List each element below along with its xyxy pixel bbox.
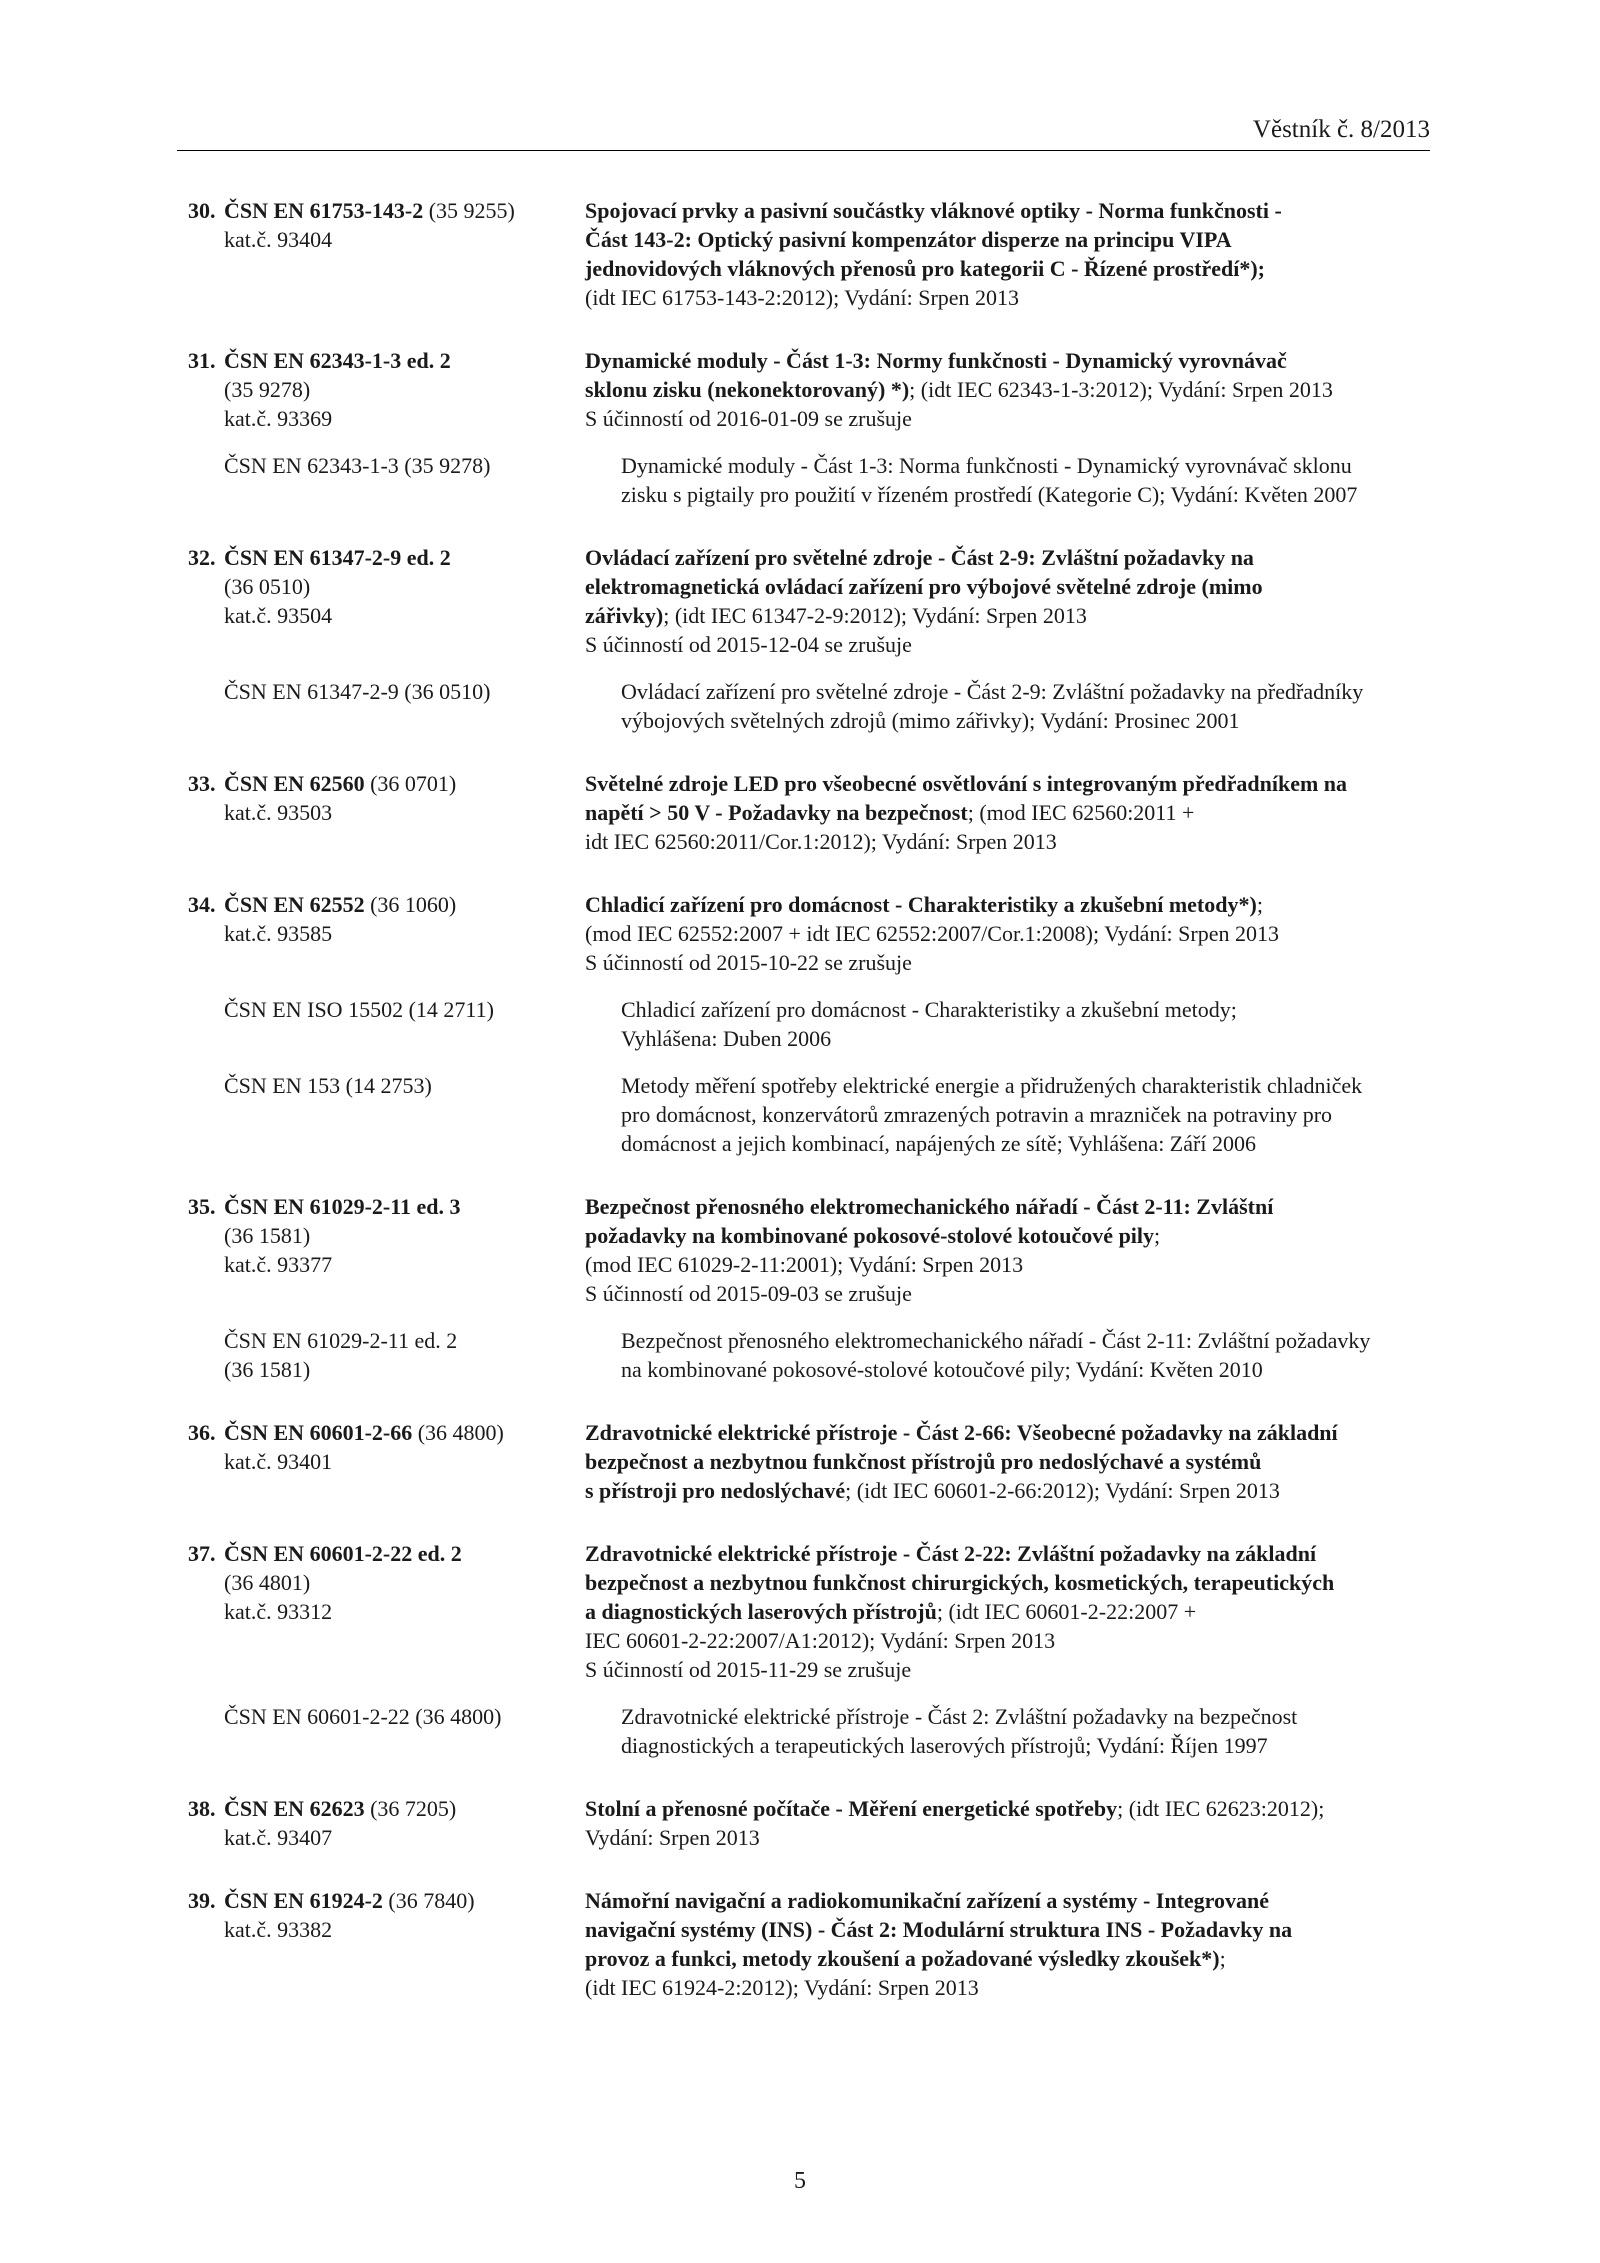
standard-designation bbox=[188, 1794, 585, 1852]
entry-main-row bbox=[188, 1886, 1438, 2002]
title-line: (idt IEC 61924-2:2012); Vydání: Srpen 2013 bbox=[585, 1975, 979, 2000]
title-line: ; bbox=[1256, 892, 1263, 917]
title-line: ; (idt IEC 62343-1-3:2012); Vydání: Srpen 2013 bbox=[909, 377, 1333, 402]
catalog-number: kat.č. 93312 bbox=[224, 1599, 333, 1624]
standard-class: (36 1581) bbox=[224, 1223, 311, 1248]
withdrawal-note: S účinností od 2015-12-04 se zrušuje bbox=[585, 632, 912, 657]
replaced-standard-code: ČSN EN ISO 15502 (14 2711) bbox=[224, 997, 494, 1022]
replaced-standard-row bbox=[188, 1702, 1438, 1760]
standard-title bbox=[585, 1539, 1438, 1684]
title-line: ; bbox=[1154, 1223, 1161, 1248]
standard-designation bbox=[188, 1539, 585, 1684]
title-line: (mod IEC 62552:2007 + idt IEC 62552:2007/Cor.1:2008); Vydání: Srpen 2013 bbox=[585, 921, 1279, 946]
title-line: požadavky na kombinované pokosové-stolové kotoučové pily bbox=[585, 1223, 1155, 1248]
standard-designation bbox=[188, 543, 585, 659]
replaced-standard-title bbox=[621, 1326, 1438, 1384]
standard-code: ČSN EN 62552 bbox=[224, 892, 365, 917]
entry-main-row bbox=[188, 1418, 1438, 1505]
title-line: navigační systémy (INS) - Část 2: Modulární struktura INS - Požadavky na bbox=[585, 1917, 1293, 1942]
title-line: Dynamické moduly - Část 1-3: Norma funkčnosti - Dynamický vyrovnávač sklonu bbox=[621, 453, 1352, 478]
catalog-number: kat.č. 93382 bbox=[224, 1917, 333, 1942]
replaced-standard-title bbox=[621, 995, 1438, 1053]
entry-number: 39. bbox=[188, 1888, 216, 1913]
replaced-class-line: (36 1581) bbox=[224, 1357, 311, 1382]
standard-code: ČSN EN 61347-2-9 ed. 2 bbox=[224, 545, 451, 570]
standard-entry-36 bbox=[188, 1418, 1438, 1505]
standard-designation bbox=[188, 1886, 585, 2002]
title-line: ; (idt IEC 60601-2-22:2007 + bbox=[936, 1599, 1197, 1624]
title-line: elektromagnetická ovládací zařízení pro výbojové světelné zdroje (mimo bbox=[585, 574, 1263, 599]
title-line: Ovládací zařízení pro světelné zdroje - Část 2-9: Zvláštní požadavky na bbox=[585, 545, 1254, 570]
standard-designation bbox=[188, 196, 585, 312]
title-line: Dynamické moduly - Část 1-3: Normy funkčnosti - Dynamický vyrovnávač bbox=[585, 348, 1287, 373]
replaced-standard-title bbox=[621, 1071, 1438, 1158]
replaced-standard-code: ČSN EN 61347-2-9 (36 0510) bbox=[224, 679, 491, 704]
title-line: Část 143-2: Optický pasivní kompenzátor disperze na principu VIPA bbox=[585, 227, 1232, 252]
replaced-standard-code: ČSN EN 62343-1-3 (35 9278) bbox=[224, 453, 491, 478]
title-line: Zdravotnické elektrické přístroje - Část 2-22: Zvláštní požadavky na základní bbox=[585, 1541, 1317, 1566]
entry-main-row bbox=[188, 769, 1438, 856]
standard-designation bbox=[188, 346, 585, 433]
title-line: Námořní navigační a radiokomunikační zařízení a systémy - Integrované bbox=[585, 1888, 1270, 1913]
entry-main-row bbox=[188, 346, 1438, 433]
replaced-standard-row bbox=[188, 451, 1438, 509]
standard-class: (35 9255) bbox=[423, 198, 515, 223]
entry-number: 36. bbox=[188, 1420, 216, 1445]
title-line: výbojových světelných zdrojů (mimo zářivky); Vydání: Prosinec 2001 bbox=[621, 708, 1240, 733]
standard-title bbox=[585, 1418, 1438, 1505]
replaced-standard-title bbox=[621, 677, 1438, 735]
standard-entry-39 bbox=[188, 1886, 1438, 2002]
bulletin-title: Věstník č. 8/2013 bbox=[1252, 116, 1430, 143]
replaced-code-line: ČSN EN 61029-2-11 ed. 2 bbox=[224, 1328, 458, 1353]
title-line: Spojovací prvky a pasivní součástky vláknové optiky - Norma funkčnosti - bbox=[585, 198, 1282, 223]
title-line: ; (mod IEC 62560:2011 + bbox=[967, 800, 1195, 825]
title-line: ; (idt IEC 61347-2-9:2012); Vydání: Srpen 2013 bbox=[663, 603, 1087, 628]
standard-title bbox=[585, 1192, 1438, 1308]
replaced-standard-row bbox=[188, 995, 1438, 1053]
catalog-number: kat.č. 93585 bbox=[224, 921, 333, 946]
standard-designation bbox=[188, 1192, 585, 1308]
title-line: diagnostických a terapeutických laserových přístrojů; Vydání: Říjen 1997 bbox=[621, 1733, 1268, 1758]
title-line: domácnost a jejich kombinací, napájených ze sítě; Vyhlášena: Září 2006 bbox=[621, 1131, 1256, 1156]
entry-number: 33. bbox=[188, 771, 216, 796]
standard-class: (36 7840) bbox=[382, 1888, 475, 1913]
catalog-number: kat.č. 93369 bbox=[224, 406, 333, 431]
replaced-standard-row bbox=[188, 1326, 1438, 1384]
replaced-standard-row bbox=[188, 677, 1438, 735]
standard-designation bbox=[188, 890, 585, 977]
replaced-standard-title bbox=[621, 451, 1438, 509]
page-number: 5 bbox=[794, 2168, 806, 2194]
title-line: ; (idt IEC 62623:2012); bbox=[1117, 1796, 1325, 1821]
entry-number: 35. bbox=[188, 1194, 216, 1219]
standard-code: ČSN EN 61029-2-11 ed. 3 bbox=[224, 1194, 461, 1219]
title-line: Ovládací zařízení pro světelné zdroje - Část 2-9: Zvláštní požadavky na předřadníky bbox=[621, 679, 1364, 704]
replaced-standard-code: ČSN EN 60601-2-22 (36 4800) bbox=[224, 1704, 502, 1729]
title-line: Stolní a přenosné počítače - Měření energetické spotřeby bbox=[585, 1796, 1118, 1821]
entry-main-row bbox=[188, 890, 1438, 977]
standard-title bbox=[585, 890, 1438, 977]
catalog-number: kat.č. 93407 bbox=[224, 1825, 333, 1850]
title-line: ; bbox=[1219, 1946, 1226, 1971]
title-line: bezpečnost a nezbytnou funkčnost chirurgických, kosmetických, terapeutických bbox=[585, 1570, 1335, 1595]
entry-main-row bbox=[188, 1794, 1438, 1852]
standard-entry-31 bbox=[188, 346, 1438, 509]
standard-class: (36 4800) bbox=[412, 1420, 504, 1445]
standard-code: ČSN EN 60601-2-66 bbox=[224, 1420, 413, 1445]
title-line: IEC 60601-2-22:2007/A1:2012); Vydání: Srpen 2013 bbox=[585, 1628, 1056, 1653]
standard-designation bbox=[188, 1418, 585, 1505]
standard-entry-30 bbox=[188, 196, 1438, 312]
title-line: Vydání: Srpen 2013 bbox=[585, 1825, 760, 1850]
catalog-number: kat.č. 93377 bbox=[224, 1252, 333, 1277]
standard-code: ČSN EN 62623 bbox=[224, 1796, 365, 1821]
replaced-standard-title bbox=[621, 1702, 1438, 1760]
standard-class: (36 7205) bbox=[364, 1796, 457, 1821]
entry-number: 38. bbox=[188, 1796, 216, 1821]
title-line: Vyhlášena: Duben 2006 bbox=[621, 1026, 832, 1051]
title-line: na kombinované pokosové-stolové kotoučové pily; Vydání: Květen 2010 bbox=[621, 1357, 1263, 1382]
catalog-number: kat.č. 93503 bbox=[224, 800, 333, 825]
title-line: (mod IEC 61029-2-11:2001); Vydání: Srpen 2013 bbox=[585, 1252, 1024, 1277]
standard-class: (36 1060) bbox=[364, 892, 457, 917]
withdrawal-note: S účinností od 2016-01-09 se zrušuje bbox=[585, 406, 912, 431]
entry-number: 30. bbox=[188, 198, 216, 223]
standard-code: ČSN EN 60601-2-22 ed. 2 bbox=[224, 1541, 462, 1566]
title-line: jednovidových vláknových přenosů pro kategorii C - Řízené prostředí*); bbox=[585, 256, 1265, 281]
standard-class: (35 9278) bbox=[224, 377, 311, 402]
standard-class: (36 0701) bbox=[364, 771, 457, 796]
entry-number: 32. bbox=[188, 545, 216, 570]
title-line: zářivky) bbox=[585, 603, 664, 628]
standard-title bbox=[585, 543, 1438, 659]
entry-main-row bbox=[188, 196, 1438, 312]
entry-number: 34. bbox=[188, 892, 216, 917]
standard-entry-38 bbox=[188, 1794, 1438, 1852]
withdrawal-note: S účinností od 2015-10-22 se zrušuje bbox=[585, 950, 912, 975]
standard-entry-35 bbox=[188, 1192, 1438, 1384]
replaced-standard-row bbox=[188, 1071, 1438, 1158]
entry-number: 31. bbox=[188, 348, 216, 373]
standard-title bbox=[585, 1886, 1438, 2002]
standard-entry-34 bbox=[188, 890, 1438, 1158]
title-line: ; (idt IEC 60601-2-66:2012); Vydání: Srpen 2013 bbox=[845, 1478, 1280, 1503]
title-line: (idt IEC 61753-143-2:2012); Vydání: Srpen 2013 bbox=[585, 285, 1020, 310]
catalog-number: kat.č. 93504 bbox=[224, 603, 333, 628]
title-line: bezpečnost a nezbytnou funkčnost přístrojů pro nedoslýchavé a systémů bbox=[585, 1449, 1262, 1474]
title-line: a diagnostických laserových přístrojů bbox=[585, 1599, 937, 1624]
replaced-standard-code bbox=[188, 1326, 621, 1384]
standard-code: ČSN EN 61924-2 bbox=[224, 1888, 383, 1913]
standard-designation bbox=[188, 769, 585, 856]
standard-title bbox=[585, 196, 1438, 312]
title-line: Bezpečnost přenosného elektromechanického nářadí - Část 2-11: Zvláštní požadavky bbox=[621, 1328, 1371, 1353]
title-line: s přístroji pro nedoslýchavé bbox=[585, 1478, 846, 1503]
entry-number: 37. bbox=[188, 1541, 216, 1566]
title-line: pro domácnost, konzervátorů zmrazených potravin a mrazniček na potraviny pro bbox=[621, 1102, 1333, 1127]
title-line: sklonu zisku (nekonektorovaný) *) bbox=[585, 377, 910, 402]
standard-code: ČSN EN 62560 bbox=[224, 771, 365, 796]
standard-entry-37 bbox=[188, 1539, 1438, 1760]
standard-title bbox=[585, 346, 1438, 433]
catalog-number: kat.č. 93401 bbox=[224, 1449, 333, 1474]
withdrawal-note: S účinností od 2015-09-03 se zrušuje bbox=[585, 1281, 912, 1306]
standards-list bbox=[188, 196, 1438, 2036]
title-line: napětí > 50 V - Požadavky na bezpečnost bbox=[585, 800, 968, 825]
title-line: Bezpečnost přenosného elektromechanického nářadí - Část 2-11: Zvláštní bbox=[585, 1194, 1274, 1219]
title-line: Světelné zdroje LED pro všeobecné osvětlování s integrovaným předřadníkem na bbox=[585, 771, 1348, 796]
standard-title bbox=[585, 1794, 1438, 1852]
standard-class: (36 0510) bbox=[224, 574, 311, 599]
entry-main-row bbox=[188, 1192, 1438, 1308]
page-header bbox=[177, 116, 1430, 151]
title-line: Metody měření spotřeby elektrické energie a přidružených charakteristik chladniček bbox=[621, 1073, 1363, 1098]
entry-main-row bbox=[188, 1539, 1438, 1684]
title-line: provoz a funkci, metody zkoušení a požadované výsledky zkoušek*) bbox=[585, 1946, 1220, 1971]
standard-entry-33 bbox=[188, 769, 1438, 856]
standard-title bbox=[585, 769, 1438, 856]
standard-code: ČSN EN 61753-143-2 bbox=[224, 198, 424, 223]
withdrawal-note: S účinností od 2015-11-29 se zrušuje bbox=[585, 1657, 912, 1682]
title-line: Chladicí zařízení pro domácnost - Charakteristiky a zkušební metody*) bbox=[585, 892, 1257, 917]
standard-code: ČSN EN 62343-1-3 ed. 2 bbox=[224, 348, 451, 373]
replaced-standard-code: ČSN EN 153 (14 2753) bbox=[224, 1073, 432, 1098]
title-line: Chladicí zařízení pro domácnost - Charakteristiky a zkušební metody; bbox=[621, 997, 1237, 1022]
catalog-number: kat.č. 93404 bbox=[224, 227, 333, 252]
title-line: Zdravotnické elektrické přístroje - Část 2: Zvláštní požadavky na bezpečnost bbox=[621, 1704, 1298, 1729]
title-line: idt IEC 62560:2011/Cor.1:2012); Vydání: Srpen 2013 bbox=[585, 829, 1057, 854]
entry-main-row bbox=[188, 543, 1438, 659]
title-line: Zdravotnické elektrické přístroje - Část 2-66: Všeobecné požadavky na základní bbox=[585, 1420, 1338, 1445]
standard-class: (36 4801) bbox=[224, 1570, 311, 1595]
standard-entry-32 bbox=[188, 543, 1438, 735]
title-line: zisku s pigtaily pro použití v řízeném prostředí (Kategorie C); Vydání: Květen 2007 bbox=[621, 482, 1358, 507]
